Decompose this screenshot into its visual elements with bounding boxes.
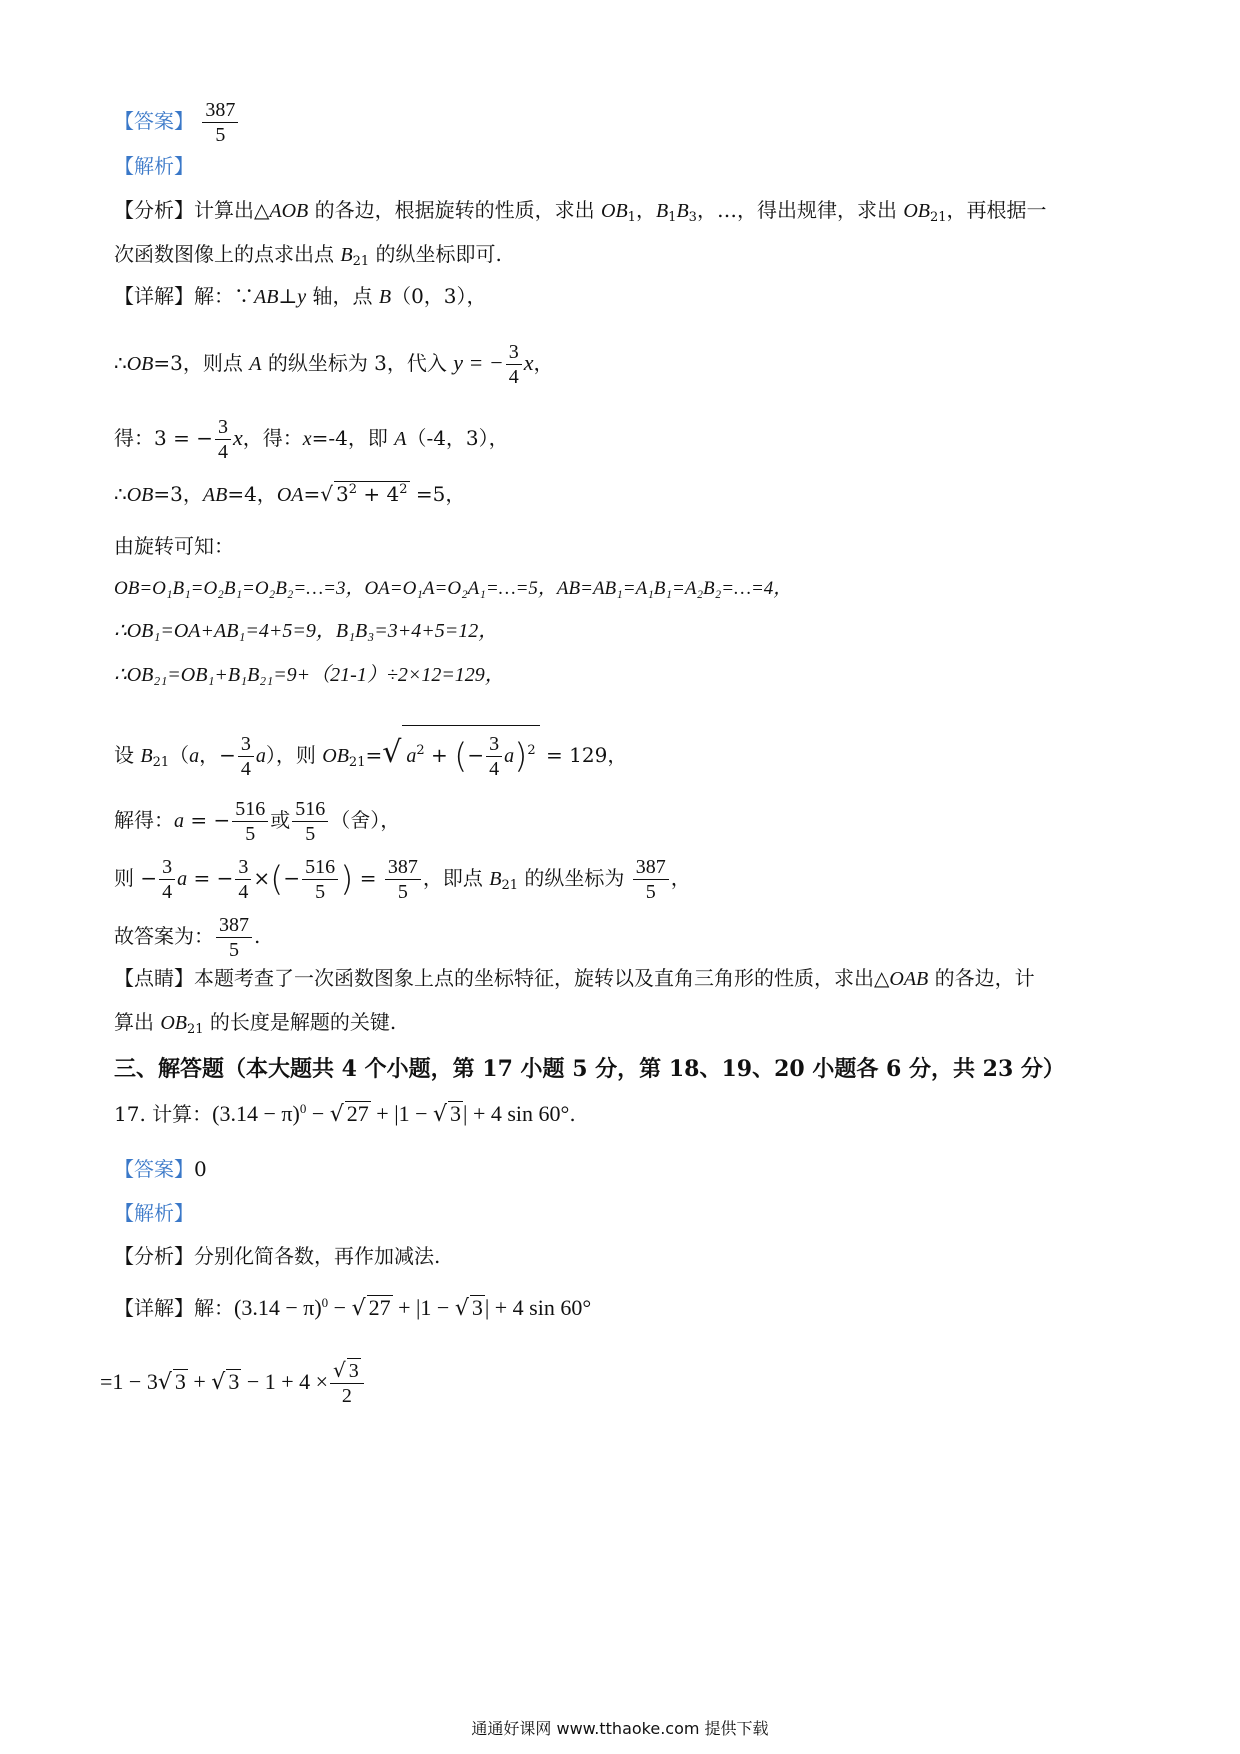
- answer-fraction: $\frac{387}{5}$: [202, 98, 238, 147]
- key-point-line1: 【点睛】本题考查了一次函数图象上点的坐标特征，旋转以及直角三角形的性质，求出△OAB 的各边，计: [114, 966, 1035, 990]
- step-2: 得：3 = − $\frac{3}{4}$ x，得：x=-4，即 A（-4，3），: [114, 416, 509, 463]
- section-heading-3: 三、解答题（本大题共 4 个小题，第 17 小题 5 分，第 18、19、20 小题各 6 分，共 23 分）: [114, 1056, 1065, 1082]
- step-10: 则 − $\frac{3}{4}$ a = − $\frac{3}{4}$ ×(− $\frac{516}{5}$ ) = $\frac{387}{5}$ ，即点 $B_{21}$ 的纵坐标为 $\frac{387}{5}$ ，: [114, 856, 691, 903]
- footer-watermark: 通通好课网 www.tthaoke.com 提供下载: [471, 1719, 769, 1738]
- answer-tag: 【答案】: [114, 109, 194, 133]
- step-11: 故答案为： $\frac{387}{5}$ .: [114, 914, 261, 961]
- analysis-paragraph-line2: 次函数图像上的点求出点 $B_{21}$ 的纵坐标即可.: [114, 242, 502, 269]
- answer-line-1: [114, 98, 240, 147]
- step-3: ∴OB=3，AB=4，OA=√ $3^2 + 4^2 =5$，: [114, 482, 466, 506]
- step-5: OB=O₁B₁=O₂B₁=O₂B₂=…=3，OA=O₁A=O₂A₁=…=5，AB=AB₁=A₁B₁=A₂B₂=…=4，: [114, 578, 793, 599]
- answer-line-2: 【答案】0: [114, 1157, 207, 1181]
- key-point-line2: 算出 $OB_{21}$ 的长度是解题的关键.: [114, 1010, 397, 1037]
- step-9: 解得：a = − $\frac{516}{5}$ 或 $\frac{516}{5}$ （舍），: [114, 798, 401, 845]
- step-8: 设 $B_{21}(a$，− $\frac{3}{4}$ a），则 $OB_{21}=√$ $a^2$ + (− $\frac{3}{4}$ a)$^2$ = 129，: [114, 725, 627, 781]
- step-7: ∴OB₂₁=OB₁+B₁B₂₁=9+（21-1）÷2×12=129，: [114, 664, 505, 686]
- analysis-paragraph-line1: 【分析】计算出△AOB 的各边，根据旋转的性质，求出 $OB_1$，$B_1B_3$，…，得出规律，求出 $OB_{21}$，再根据一: [114, 198, 1047, 225]
- detail-line-1: 【详解】解：∵AB⊥y 轴，点 B（0，3），: [114, 284, 487, 308]
- analysis-2: 【分析】分别化简各数，再作加减法.: [114, 1244, 441, 1268]
- step-1: ∴OB=3，则点 A 的纵坐标为 3，代入 y = − $\frac{3}{4}$ x，: [114, 341, 554, 388]
- analysis-tag: 【解析】: [114, 154, 194, 178]
- question-17: 17. 计算：$(3.14 - \pi)^0$ − √ 27 + |1 − √ 3| + 4 sin 60°.: [114, 1101, 576, 1127]
- analysis-tag-2: 【解析】: [114, 1201, 194, 1225]
- detail-2: 【详解】解：$(3.14 - \pi)^0$ − √ 27 + |1 − √ 3| + 4 sin 60°: [114, 1295, 592, 1321]
- step-4: 由旋转可知：: [114, 534, 234, 558]
- step-6: ∴OB₁=OA+AB₁=4+5=9，B₁B₃=3+4+5=12，: [114, 620, 499, 642]
- result-line: =1 − 3√ 3 + √ 3 − 1 + 4 × $\frac{√ 3}{2}$: [100, 1358, 366, 1408]
